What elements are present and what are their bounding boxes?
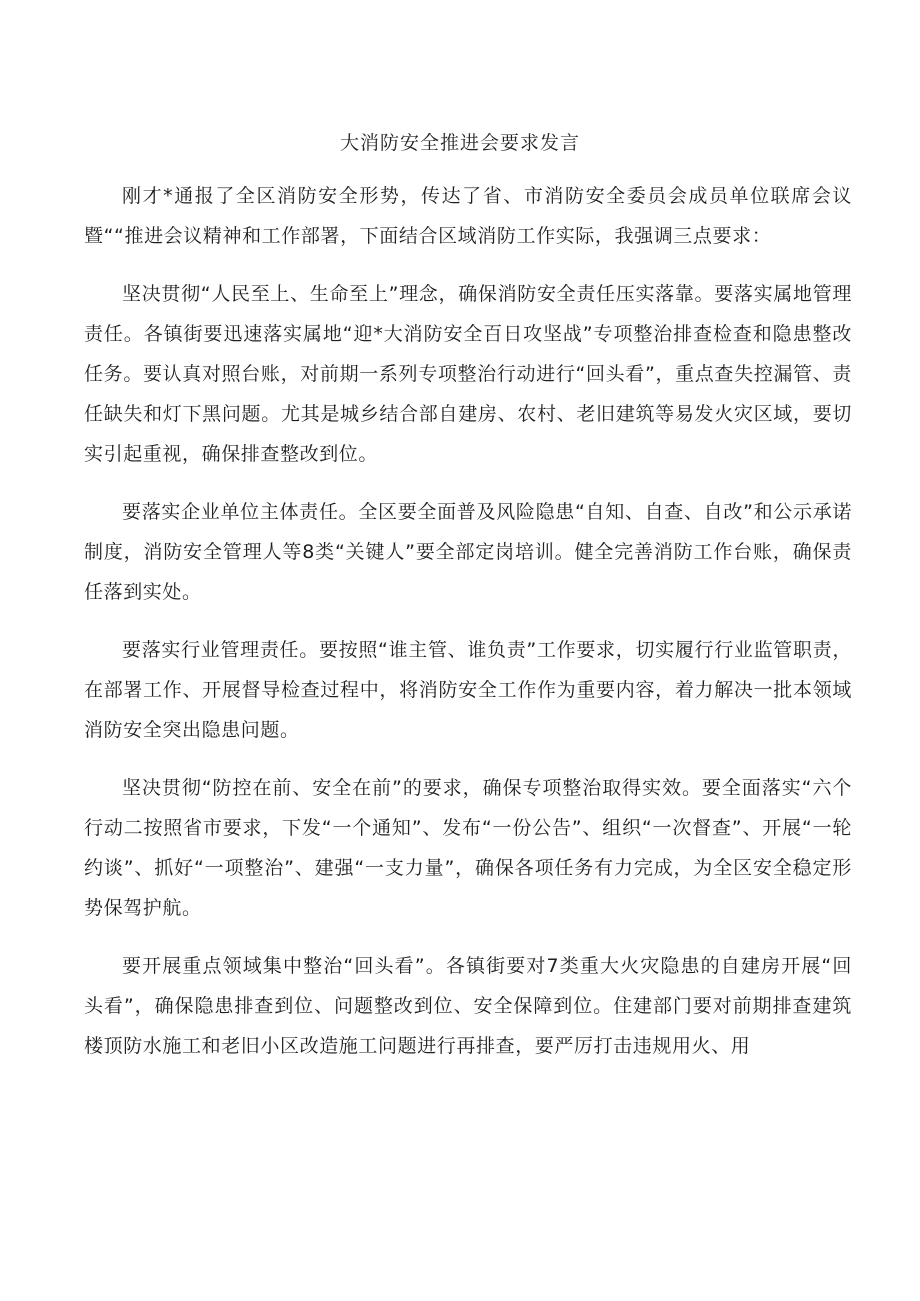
document-body	[84, 176, 852, 1084]
paragraph-territorial-responsibility: 坚决贯彻“人民至上、生命至上”理念，确保消防安全责任压实落靠。要落实属地管理责任。各镇街要迅速落实属地“迎*大消防安全百日攻坚战”专项整治排查检查和隐患整改任务。要认真对照台账，对前期一系列专项整治行动进行“回头看”，重点查失控漏管、责任缺失和灯下黑问题。尤其是城乡结合部自建房、农村、老旧建筑等易发火灾区域，要切实引起重视，确保排查整改到位。	[84, 283, 852, 465]
paragraph-industry-responsibility: 要落实行业管理责任。要按照“谁主管、谁负责”工作要求，切实履行行业监管职责，在部署工作、开展督导检查过程中，将消防安全工作作为重要内容，着力解决一批本领域消防安全突出隐患问题。	[84, 639, 852, 741]
paragraph-intro: 刚才*通报了全区消防安全形势，传达了省、市消防安全委员会成员单位联席会议暨““推进会议精神和工作部署，下面结合区域消防工作实际，我强调三点要求：	[84, 185, 852, 247]
document-title: 大消防安全推进会要求发言	[339, 132, 580, 154]
paragraph-enterprise-responsibility: 要落实企业单位主体责任。全区要全面普及风险隐患“自知、自查、自改”和公示承诺制度，消防安全管理人等8类“关键人”要全部定岗培训。健全完善消防工作台账，确保责任落到实处。	[84, 501, 852, 603]
paragraph-key-areas-review: 要开展重点领域集中整治“回头看”。各镇街要对7类重大火灾隐患的自建房开展“回头看”，确保隐患排查到位、问题整改到位、安全保障到位。住建部门要对前期排查建筑楼顶防水施工和老旧小区改造施工问题进行再排查，要严厉打击违规用火、用	[84, 955, 852, 1057]
paragraph-special-rectification: 坚决贯彻“防控在前、安全在前”的要求，确保专项整治取得实效。要全面落实“六个行动二按照省市要求，下发“一个通知”、发布“一份公告”、组织“一次督查”、开展“一轮约谈”、抓好“一项整治”、建强“一支力量”，确保各项任务有力完成，为全区安全稳定形势保驾护航。	[84, 777, 852, 919]
